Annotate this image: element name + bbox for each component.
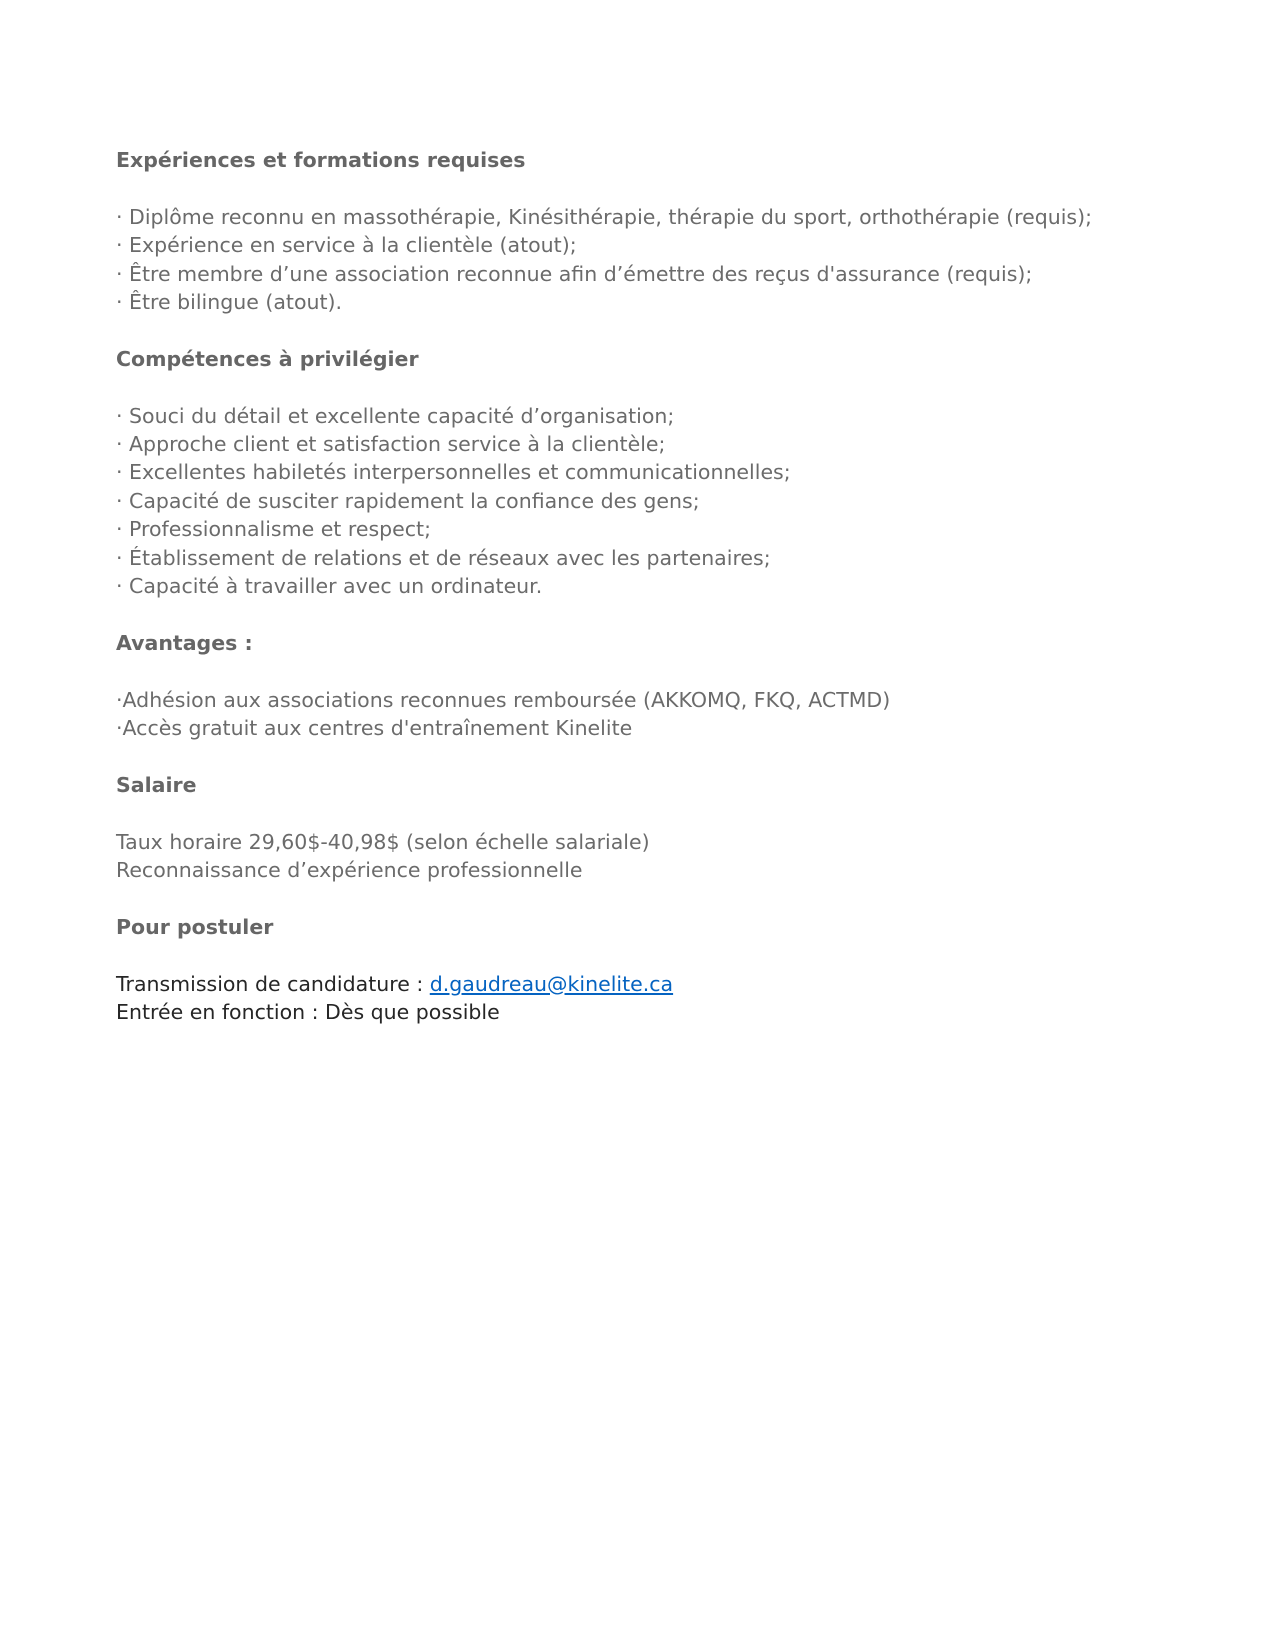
benefits-list [116,686,1196,743]
list-item: · Être membre d’une association reconnue afin d’émettre des reçus d'assurance (requis); [116,261,1033,286]
job-posting-content [116,146,1196,1026]
experience-list [116,203,1196,317]
list-item: · Approche client et satisfaction service à la clientèle; [116,432,666,457]
list-item: ·Accès gratuit aux centres d'entraînement Kinelite [116,716,633,741]
list-item: · Souci du détail et excellente capacité d’organisation; [116,403,675,428]
list-item: · Capacité de susciter rapidement la confiance des gens; [116,488,700,513]
section-heading-skills: Compétences à privilégier [116,346,419,371]
spacer [116,657,1196,685]
list-item: · Excellentes habiletés interpersonnelles et communicationnelles; [116,460,791,485]
list-item: · Expérience en service à la clientèle (atout); [116,233,577,258]
spacer [116,600,1196,628]
salary-details [116,828,1196,885]
list-item: · Établissement de relations et de réseaux avec les partenaires; [116,545,771,570]
spacer [116,941,1196,969]
spacer [116,742,1196,770]
email-link[interactable]: d.gaudreau@kinelite.ca [429,971,674,996]
list-item: · Diplôme reconnu en massothérapie, Kinésithérapie, thérapie du sport, orthothérapie (requis); [116,204,1093,229]
section-heading-apply: Pour postuler [116,914,274,939]
section-heading-benefits: Avantages : [116,630,253,655]
list-item: · Professionnalisme et respect; [116,517,431,542]
transmission-line [116,970,1196,998]
section-heading-salary: Salaire [116,772,197,797]
salary-rate: Taux horaire 29,60$-40,98$ (selon échelle salariale) [116,829,650,854]
spacer [116,799,1196,827]
spacer [116,316,1196,344]
start-date-line: Entrée en fonction : Dès que possible [116,1000,500,1025]
apply-details [116,970,1196,1027]
salary-recognition: Reconnaissance d’expérience professionnelle [116,858,583,883]
section-heading-experience: Expériences et formations requises [116,148,526,172]
list-item: · Capacité à travailler avec un ordinateur. [116,574,543,599]
list-item: ·Adhésion aux associations reconnues remboursée (AKKOMQ, FKQ, ACTMD) [116,687,891,712]
spacer [116,884,1196,912]
transmission-label: Transmission de candidature : [116,971,430,996]
spacer [116,373,1196,401]
skills-list [116,402,1196,601]
list-item: · Être bilingue (atout). [116,290,343,315]
spacer [116,174,1196,202]
